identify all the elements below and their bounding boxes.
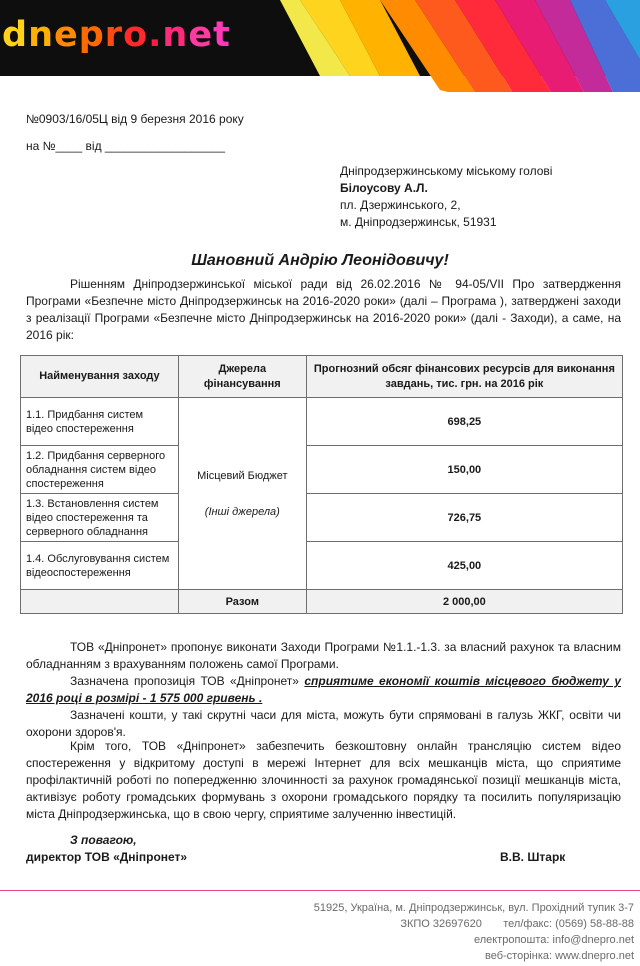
dnepro-logo: dnepro.net (2, 15, 231, 55)
row-name: 1.4. Обслуговування систем відеоспостереження (21, 542, 179, 590)
table-row (21, 446, 623, 494)
header-source: Джерела фінансування (178, 356, 306, 398)
broadcast-paragraph: Крім того, ТОВ «Дніпронет» забезпечить безкоштовну онлайн трансляцію систем відео спостереження у вiдкритому доступі в мережі Інтернет для всіх мешканців міста, що сприятиме профілактичній роботі по попередженню злочинності за рахунок громадянської позиції мешканців міста, активізує роботу громадських формувань з охорони громадського порядку та посилить популяризацію міста Дніпродзержинська, що в свою чергу, сприятиме залученню інвестицій. (26, 739, 621, 821)
table-total-row (21, 590, 623, 614)
footer-address: 51925, Україна, м. Дніпродзержинськ, вул. Прохідний тупик 3-7 (313, 902, 634, 914)
proposal-paragraph: ТОВ «Дніпронет» пропонує виконати Заходи Програми №1.1.-1.3. за власний рахунок та власним обладнанням з врахуванням положень самої Програми. (26, 640, 621, 671)
footer-contacts (314, 900, 634, 964)
signatory-position: директор ТОВ «Дніпронет» (26, 850, 188, 864)
row-name: 1.3. Встановлення систем відео спостереження та серверного обладнання (21, 494, 179, 542)
total-label: Разом (178, 590, 306, 614)
row-value: 726,75 (306, 494, 622, 542)
recipient-line-4: м. Дніпродзержинськ, 51931 (340, 215, 497, 229)
row-value: 425,00 (306, 542, 622, 590)
signatory-name: В.В. Штарк (500, 850, 566, 864)
header-measure: Найменування заходу (21, 356, 179, 398)
intro-paragraph: Рішенням Дніпродзержинської міської ради від 26.02.2016 № 94-05/VII Про затвердження Програми «Безпечне місто Дніпродзержинськ на 2016-2020 роки» (далі – Програма ), затверджені заходи з реалізації Програми «Безпечне місто Дніпродзержинськ на 2016-2020 роки» (далі - Заходи), а саме, на 2016 рік: (26, 277, 621, 342)
recipient-address (340, 163, 552, 231)
source-main: Місцевий Бюджет (197, 469, 288, 482)
total-empty-cell (21, 590, 179, 614)
row-name: 1.2. Придбання серверного обладнання систем відео спостереження (21, 446, 179, 494)
savings-paragraph: Зазначена пропозиція ТОВ «Дніпронет» сприятиме економії коштів місцевого бюджету у 2016 році в розмірі - 1 575 000 гривень . (26, 674, 622, 705)
row-value: 698,25 (306, 398, 622, 446)
table-row (21, 398, 623, 446)
greeting: Шановний Андрію Леонідовичу! (191, 252, 449, 269)
footer-divider (0, 890, 640, 891)
table-header-row (21, 356, 623, 398)
footer-web: веб-сторінка: www.dnepro.net (484, 950, 634, 962)
recipient-name: Білоусову А.Л. (340, 181, 428, 195)
financing-table (20, 355, 623, 614)
recipient-line-3: пл. Дзержинського, 2, (340, 198, 461, 212)
row-name: 1.1. Придбання систем відео спостереження (21, 398, 179, 446)
savings-highlight: сприятиме економії коштів місцевого бюджету у 2016 році в розмірі - 1 575 000 гривень . (26, 674, 622, 705)
funding-source (178, 398, 306, 590)
recipient-line-1: Дніпродзержинському міському голові (340, 164, 553, 178)
letterhead (0, 0, 640, 92)
footer-codes: ЗКПО 32697620 тел/факс: (0569) 58-88-88 (400, 918, 634, 930)
header-amount: Прогнозний обсяг фінансових ресурсів для виконання завдань, тис. грн. на 2016 рік (306, 356, 622, 398)
reply-reference: на №____ від __________________ (26, 139, 226, 153)
outgoing-reference: №0903/16/05Ц від 9 березня 2016 року (26, 112, 244, 126)
source-other: (Інші джерела) (204, 505, 280, 518)
total-value: 2 000,00 (306, 590, 622, 614)
row-value: 150,00 (306, 446, 622, 494)
rainbow-stripes-graphic (280, 0, 640, 92)
footer-email: електропошта: info@dnepro.net (473, 934, 634, 946)
closing-phrase: З повагою, (70, 833, 137, 847)
funds-paragraph: Зазначені кошти, у такі скрутні часи для міста, можуть бути спрямовані в галузь ЖКГ, освіти чи охорони здоров'я. (26, 708, 621, 739)
table-row (21, 494, 623, 542)
table-row (21, 542, 623, 590)
